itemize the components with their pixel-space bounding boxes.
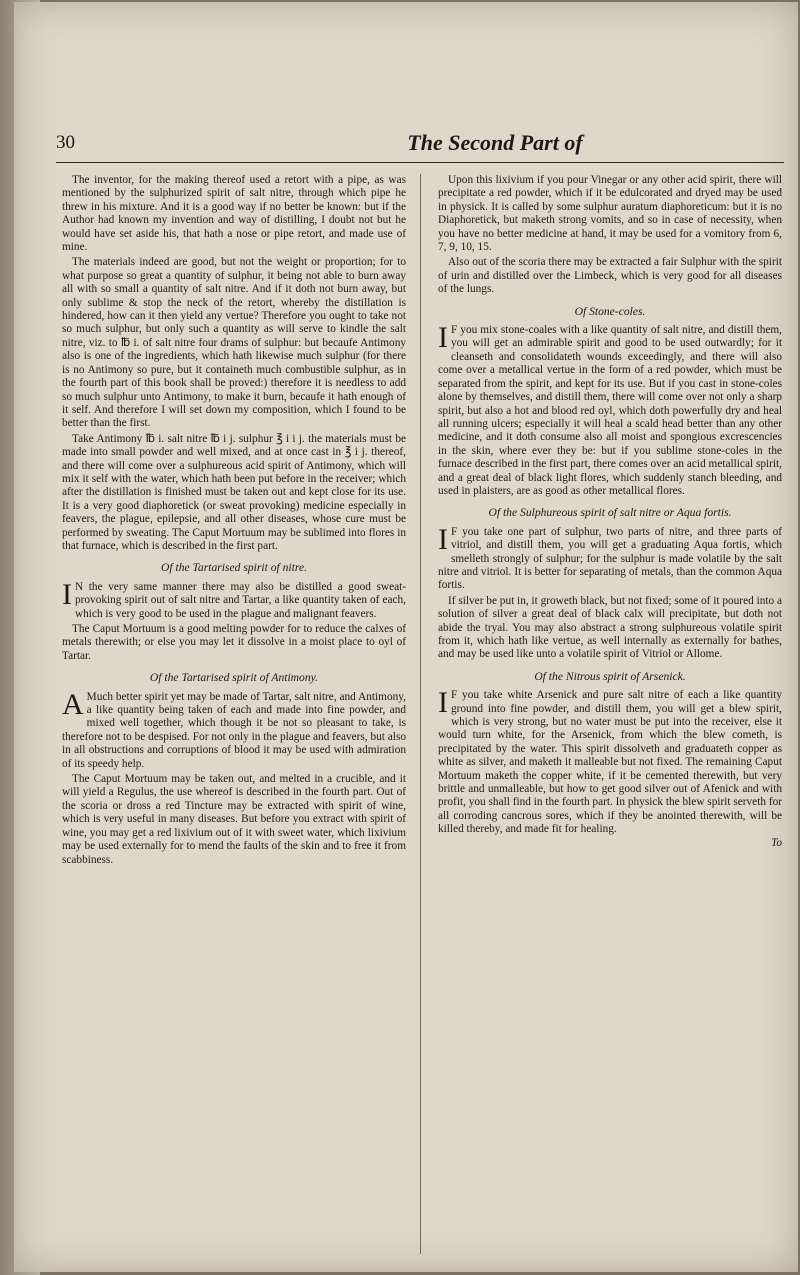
book-page (56, 126, 800, 1266)
paragraph: Upon this lixivium if you pour Vinegar or any other acid spirit, there will precipitate a red powder, which if it be edulcorated and dryed may be used in physick. It is called by some sulphur auratum diaphoreticum: but it is no Diaphoretick, but maketh strong vomits, and so in case of necessity, when you have no better medicine at hand, it may be used for a vomitory from 6, 7, 9, 10, 15. (438, 174, 782, 254)
paragraph: If silver be put in, it groweth black, but not fixed; some of it poured into a solution of silver a great deal of black calx will precipitate, but doth not abide the tryal. You may also abstract a strong sulphureous volatile spirit from it, which hath like vertue, as well internally as externally for bathes, and may be used like unto a volatile spirit of Vitriol or Allome. (438, 594, 782, 661)
catchword: To (771, 836, 782, 849)
section-heading: Of the Tartarised spirit of Antimony. (149, 671, 319, 685)
section-heading: Of the Tartarised spirit of nitre. (160, 561, 307, 575)
paragraph: The materials indeed are good, but not the weight or proportion; for to what purpose so great a quantity of sulphur, it being not able to burn away all with so small a quantity of salt nitre. And if it doth not burn away, but only sublime & stop the neck of the retort, whereby the distillation is hindered, how can it then yield any vertue? Therefore you ought to take not so much sulphur, but only such a quantity as will serve to kindle the salt nitre, viz. to ℔ i. of salt nitre four drams of sulphur: but becaufe Antimony also is one of the ingredients, which hath likewise much sulphur (for there is no Antimony so pure, but it containeth much combustible sulphur, as in the fourth part of this book shall be proved:) therefore it is needless to add so much sulphur unto Antimony, to make it burn, becaufe it hath enough of it self. And therefore I will set down my composition, which I found to be better than the first. (62, 256, 406, 430)
paragraph: IF you take one part of sulphur, two parts of nitre, and three parts of vitriol, and distill them, you will get a graduating Aqua fortis, which smelleth strongly of sulphur; for the sulphur is made volatile by the salt nitre and vitriol. It is better for separating of metals, than the common Aqua fortis. (438, 522, 782, 592)
paragraph: IF you mix stone-coales with a like quantity of salt nitre, and distill them, you will get an admirable spirit and good to be used outwardly; for it cleanseth and consolidateth wounds exceedingly, and there will also come over a metallical vertue in the form of a red powder, which must be separated from the spirit, and kept for its use. But if you cast in stone-coles alone by themselves, and distill them, there will come over not only a sharp spirit, but also a hot and blood red oyl, which doth powerfully dry and heal all running ulcers; especially it will heal a scald head better than any other medicine, and it doth consume also all moist and spongious excrescencies in the skin, where ever they be: but if you sublime stone-coles in the furnace described in the first part, there comes over an acid metallical spirit, and a great deal of black light flores, which suddenly stanch bleeding, and used in plaisters, are as good as other metallical flores. (438, 321, 782, 497)
running-title: The Second Part of (407, 130, 583, 155)
paragraph: The inventor, for the making thereof used a retort with a pipe, as was mentioned by the sulphurized spirit of salt nitre, through which pipe he threw in his mixture. And it is a good way if no better be known: but if the Author had known my invention and way of distilling, I doubt not but he would have set aside his, that hath a nose or pipe retort, and made use of mine. (62, 174, 406, 254)
section-heading: Of the Sulphureous spirit of salt nitre or Aqua fortis. (488, 506, 732, 520)
paragraph: IN the very same manner there may also be distilled a good sweat-provoking spirit out of salt nitre and Tartar, a like quantity taken of each, which is very good to be used in the plague and malignant feavers. (62, 577, 406, 620)
section-heading: Of the Nitrous spirit of Arsenick. (534, 669, 686, 683)
paragraph: Also out of the scoria there may be extracted a fair Sulphur with the spirit of urin and distilled over the Limbeck, which is very good for all diseases of the lungs. (438, 256, 782, 296)
paragraph: The Caput Mortuum may be taken out, and melted in a crucible, and it will yield a Regulus, the use whereof is described in the fourth part. Out of the scoria or dross a red Tincture may be extracted with spirit of wine, which is very useful in many diseases. But before you extract with spirit of wine, you may get a red lixivium out of it with sweet water, which lixivium may be used externally for to mend the faults of the skin and to free it from scabbiness. (62, 773, 406, 866)
paragraph: IF you take white Arsenick and pure salt nitre of each a like quantity ground into fine powder, and distill them, you will get a blew spirit, which is very strong, but no water must be put into the receiver, else it would turn white, for the Arsenick, from which the blew cometh, is precipitated by the water. This spirit dissolveth and graduateth copper as white as silver, and maketh it malleable but not fixed. The remaining Caput Mortuum maketh the copper white, if it be cemented therewith, but very brittle and unmalleable, but how to get good silver out of Afenick and with profit, you shall find in the fourth part. In physick the blew spirit serveth for all corroding cancrous sores, which if they be anointed therewith, will be killed thereby, and made fit for healing. (438, 686, 782, 836)
column-divider (420, 174, 421, 1254)
paragraph: The Caput Mortuum is a good melting powder for to reduce the calxes of metals therewith; or else you may let it dissolve in a moist place to oyl of Tartar. (62, 623, 406, 662)
page-number: 30 (56, 132, 75, 153)
left-column (62, 174, 406, 869)
section-heading: Of Stone-coles. (574, 304, 646, 318)
paragraph: Take Antimony ℔ i. salt nitre ℔ i j. sulphur ℥ i i j. the materials must be made into small powder and well mixed, and at once cast in ℥ i j. thereof, and there will come over a sulphureous acid spirit of Antimony, which will mix it self with the water, which hath been put before in the receiver; which after the distillation is finished must be taken out and kept close for its use. It is a very good diaphoretick (or sweat provoking) medicine especially in feavers, the plague, epilepsie, and all other diseases, whose cure must be performed by sweating. The Caput Mortuum may be sublimed into flores in that furnace, which is described in the first part. (62, 432, 406, 552)
paragraph: AMuch better spirit yet may be made of Tartar, salt nitre, and Antimony, a like quantity being taken of each and made into fine powder, and mixed well together, which though it be not so pleasant to take, is therefore not to be despised. For not only in the plague and feavers, but also in all obstructions and corruptions of blood it may be used with admiration of its speedy help. (62, 687, 406, 770)
page-header (56, 126, 784, 163)
right-column (438, 174, 782, 850)
